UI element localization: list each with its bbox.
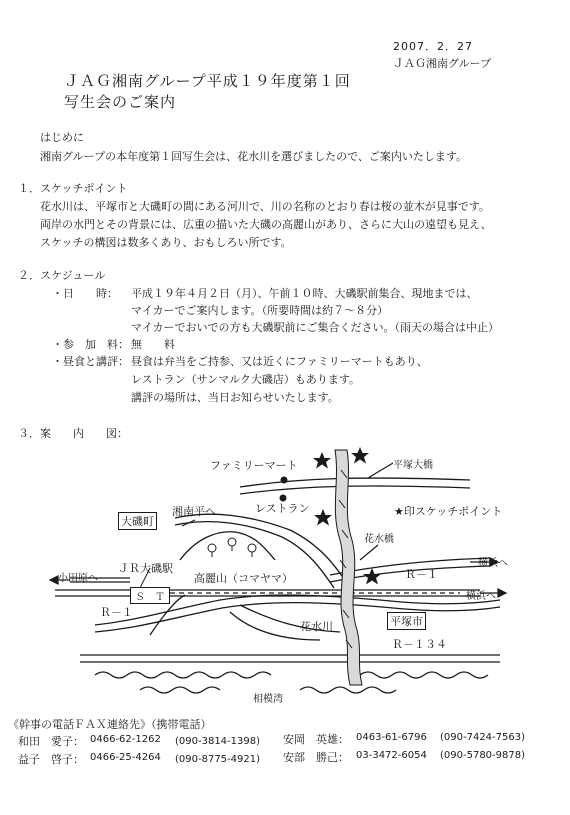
document-date: 2007．2．27 (393, 40, 473, 53)
map-label-r1-right: Ｒ－１ (405, 568, 438, 581)
contact-tel: 03-3472-6054 (356, 750, 427, 761)
pointer-hiratsuka-bridge (368, 463, 393, 478)
document-title-line2: 写生会のご案内 (64, 93, 177, 111)
contact-mobile: (090-5780-9878) (440, 750, 526, 761)
contact-name: 安部 勝己： (283, 751, 349, 764)
fee-value: 無 料 (131, 338, 175, 351)
contact-name: 和田 愛子： (18, 735, 84, 748)
map-label-yokohama-lower: 横浜へ (466, 591, 496, 602)
lunch-line: レストラン（サンマルク大磯店）もあります。 (131, 373, 361, 386)
fee-label: ・参 加 料： (52, 338, 129, 351)
map-label-odawara: 小田原へ (58, 573, 98, 584)
map-label-jr-oiso-station: ＪＲ大磯駅 (118, 562, 173, 575)
section2-heading: ２．スケジュール (18, 269, 106, 282)
map-label-shonandaira: 湘南平へ (172, 505, 216, 518)
coast-waves (140, 687, 220, 693)
lunch-line: 昼食は弁当をご持参、又は近くにファミリーマートもあり、 (131, 355, 428, 368)
pointer-hanamizu-bridge (360, 545, 378, 560)
map-label-sketch-point: ★印スケッチポイント (394, 505, 503, 518)
star-icon (351, 447, 369, 464)
contact-tel: 0466-62-1262 (90, 734, 161, 745)
lunch-label: ・昼食と講評： (52, 355, 129, 368)
intro-heading: はじめに (40, 131, 84, 144)
map-label-restaurant: レストラン (255, 502, 310, 515)
section1-line: 両岸の水門とその背景には、広重の描いた大磯の高麗山があり、さらに大山の遠望も見え、 (40, 218, 492, 231)
contacts-heading: 《幹事の電話ＦＡＸ連絡先》（携帯電話） (8, 718, 212, 731)
schedule-label: ・日 時： (52, 287, 118, 300)
section1-heading: １．スケッチポイント (18, 182, 128, 195)
star-icon (314, 509, 332, 526)
map-label-sagami-bay: 相模湾 (253, 694, 283, 705)
star-icon (313, 452, 331, 469)
schedule-line: マイカーでご案内します。（所要時間は約７～８分） (131, 304, 389, 317)
arrow-head-icon (50, 576, 58, 584)
map-label-koraisan: 高麗山（コマヤマ） (194, 572, 293, 585)
map-label-hiratsuka-bridge: 平塚大橋 (393, 460, 433, 471)
intro-text: 湘南グループの本年度第１回写生会は、花水川を選びましたので、ご案内いたします。 (40, 150, 468, 163)
arrow-head-icon (498, 589, 506, 597)
mountain-trees (208, 538, 256, 557)
section1-line: スケッチの構図は数多くあり、おもしろい所です。 (40, 236, 292, 249)
map-label-family-mart: ファミリーマート (210, 459, 298, 472)
hanamizu-river (335, 450, 362, 685)
map-label-yokohama-upper: 横浜へ (478, 558, 508, 569)
contact-name: 安岡 英雄： (283, 733, 349, 746)
upper-road-line (240, 486, 470, 494)
map-label-oiso-town: 大磯町 (118, 512, 157, 530)
coast-waves (360, 672, 488, 678)
map-label-r134: Ｒ－１３４ (392, 638, 447, 651)
map-label-hanamizu-river: 花水川 (300, 620, 333, 633)
map-label-hiratsuka-city: 平塚市 (387, 612, 426, 630)
schedule-line: マイカーでおいでの方も大磯駅前にご集合ください。（雨天の場合は中止） (131, 321, 499, 334)
contact-tel: 0466-25-4264 (90, 752, 161, 763)
coast-waves (300, 687, 396, 693)
contact-mobile: (090-8775-4921) (175, 754, 261, 765)
section3-heading: ３．案 内 図： (18, 427, 128, 440)
lunch-line: 講評の場所は、当日お知らせいたします。 (131, 391, 339, 404)
document-title-line1: ＪＡＧ湘南グループ平成１９年度第１回 (64, 72, 351, 90)
contact-mobile: (090-3814-1398) (175, 736, 261, 747)
schedule-line: 平成１９年４月２日（月）、午前１０時、大磯駅前集合、現地までは、 (131, 287, 478, 300)
family-mart-marker (281, 477, 288, 484)
section1-line: 花水川は、平塚市と大磯町の間にある河川で、川の名称のとおり春は桜の並木が見事です。 (40, 200, 490, 213)
coast-waves (95, 672, 271, 678)
contact-tel: 0463-61-6796 (356, 732, 427, 743)
map-station-box: Ｓ Ｔ (130, 587, 170, 604)
map-label-r1-left: Ｒ－１ (100, 606, 133, 619)
contact-mobile: (090-7424-7563) (440, 732, 526, 743)
contact-name: 益子 啓子： (18, 753, 84, 766)
map-label-hanamizu-bridge: 花水橋 (364, 534, 394, 545)
organization-name: ＪＡＧ湘南グループ (393, 57, 492, 70)
koraisan-mountain (180, 532, 275, 560)
